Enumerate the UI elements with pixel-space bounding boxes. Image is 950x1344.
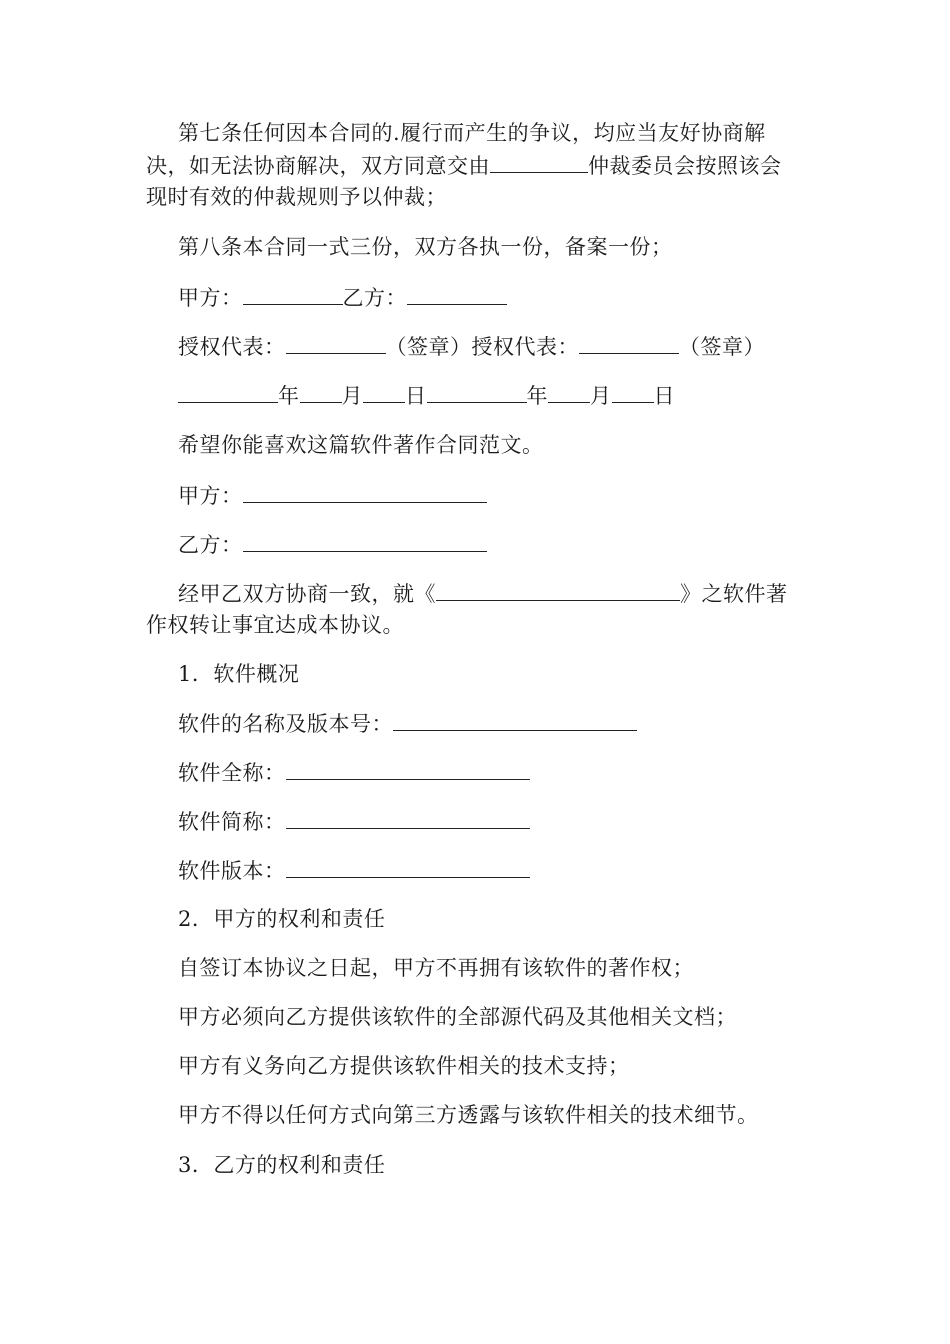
software-short-line	[178, 806, 530, 837]
day-label-1: 日	[405, 384, 427, 408]
closing-remark: 希望你能喜欢这篇软件著作合同范文。	[178, 433, 544, 457]
year-label-2: 年	[526, 384, 548, 408]
section-1-heading: 1．软件概况	[178, 662, 300, 686]
party-a-duty-1: 自签订本协议之日起，甲方不再拥有该软件的著作权；	[178, 956, 694, 980]
year-blank-1[interactable]	[178, 380, 278, 403]
year-blank-2[interactable]	[427, 380, 527, 403]
intro-text-b: 》之软件著	[680, 582, 788, 606]
software-version-blank[interactable]	[286, 855, 530, 878]
software-short-label: 软件简称：	[178, 810, 286, 834]
party-a-duty-3: 甲方有义务向乙方提供该软件相关的技术支持；	[178, 1054, 630, 1078]
software-name-label: 软件的名称及版本号：	[178, 712, 393, 736]
software-full-line	[178, 757, 530, 788]
software-title-blank[interactable]	[436, 578, 680, 601]
software-full-blank[interactable]	[286, 757, 530, 780]
article-7-text-b: 仲裁委员会按照该会	[588, 154, 782, 178]
party-b-blank[interactable]	[407, 282, 507, 305]
party-a-duty-2: 甲方必须向乙方提供该软件的全部源代码及其他相关文档；	[178, 1005, 737, 1029]
date-row	[178, 380, 675, 411]
article-7-text-a: 决，如无法协商解决，双方同意交由	[146, 154, 490, 178]
software-version-line	[178, 855, 530, 886]
party-a-blank[interactable]	[243, 282, 343, 305]
section-2-heading: 2．甲方的权利和责任	[178, 907, 386, 931]
section-3-heading: 3．乙方的权利和责任	[178, 1153, 386, 1177]
seal-label-2: （签章）	[679, 335, 765, 359]
software-version-label: 软件版本：	[178, 859, 286, 883]
year-label-1: 年	[278, 384, 300, 408]
party-b-label: 乙方：	[342, 286, 407, 310]
intro-line-2: 作权转让事宜达成本协议。	[146, 613, 404, 637]
rep-label-1: 授权代表：	[178, 335, 286, 359]
month-label-2: 月	[590, 384, 612, 408]
article-8: 第八条本合同一式三份，双方各执一份，备案一份；	[178, 235, 673, 259]
software-short-blank[interactable]	[286, 806, 530, 829]
article-7-line-2	[146, 150, 782, 181]
arbitration-blank[interactable]	[490, 150, 588, 173]
article-7-line-1: 第七条任何因本合同的.履行而产生的争议，均应当友好协商解	[178, 121, 766, 145]
rep-label-2: 授权代表：	[471, 335, 579, 359]
party-b-blank-2[interactable]	[243, 529, 487, 552]
party-a-label-2: 甲方：	[178, 484, 243, 508]
party-a-line	[178, 480, 487, 511]
rep-blank-2[interactable]	[579, 331, 679, 354]
party-a-duty-4: 甲方不得以任何方式向第三方透露与该软件相关的技术细节。	[178, 1103, 759, 1127]
intro-line-1	[178, 578, 788, 609]
party-row	[178, 282, 507, 313]
party-b-line	[178, 529, 487, 560]
party-b-label-2: 乙方：	[178, 533, 243, 557]
month-blank-2[interactable]	[548, 380, 590, 403]
rep-blank-1[interactable]	[286, 331, 386, 354]
party-a-label: 甲方：	[178, 286, 243, 310]
day-blank-1[interactable]	[363, 380, 405, 403]
software-name-blank[interactable]	[393, 708, 637, 731]
software-name-line	[178, 708, 637, 739]
party-a-blank-2[interactable]	[243, 480, 487, 503]
article-7-line-3: 现时有效的仲裁规则予以仲裁；	[146, 185, 447, 209]
software-full-label: 软件全称：	[178, 761, 286, 785]
representative-row	[178, 331, 765, 362]
intro-text-a: 经甲乙双方协商一致，就《	[178, 582, 436, 606]
day-label-2: 日	[653, 384, 675, 408]
month-blank-1[interactable]	[300, 380, 342, 403]
month-label-1: 月	[341, 384, 363, 408]
seal-label-1: （签章）	[385, 335, 472, 359]
day-blank-2[interactable]	[612, 380, 654, 403]
